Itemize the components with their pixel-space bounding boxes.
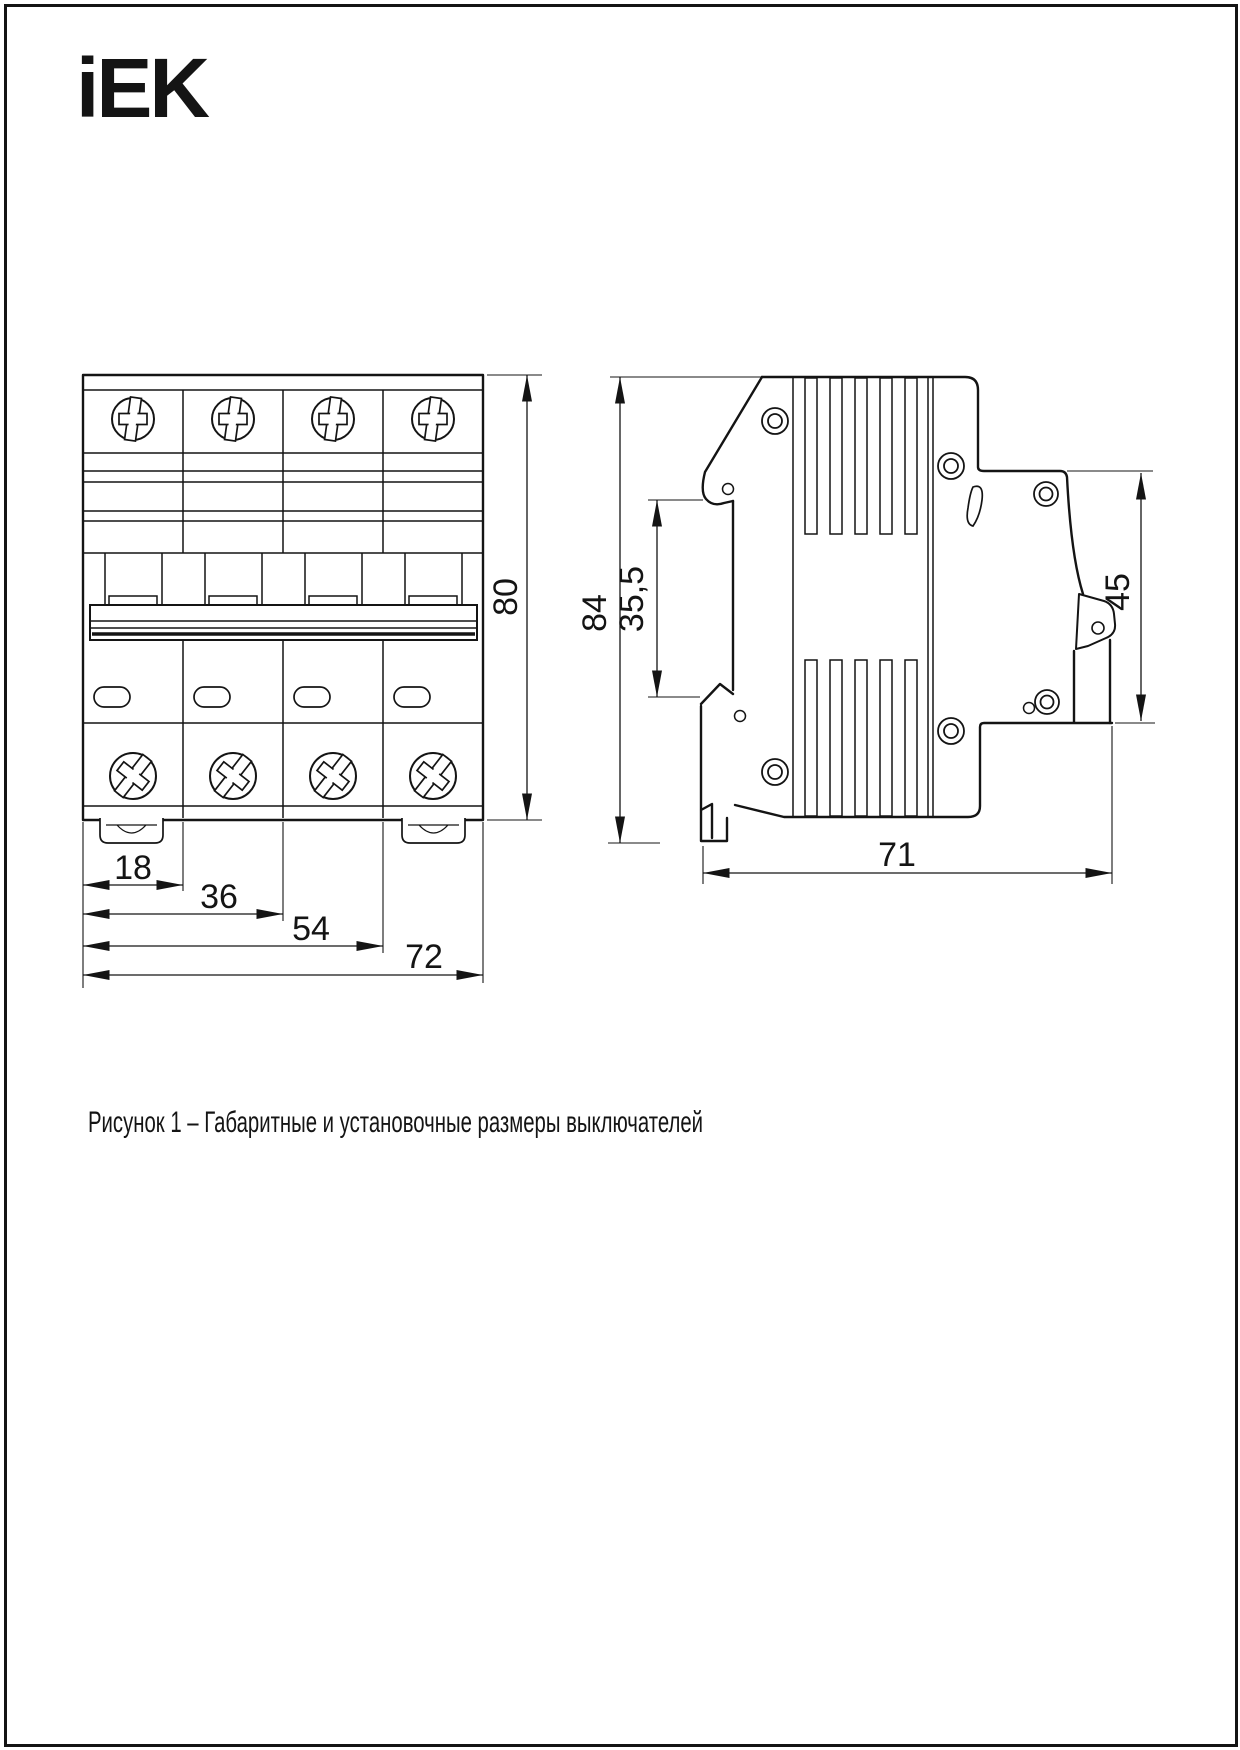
dim-label-35-5: 35,5 — [613, 565, 651, 633]
din-rail-claw — [701, 377, 762, 841]
screw-boss-icon — [762, 408, 788, 434]
dim-label-72: 72 — [405, 938, 443, 976]
front-view — [83, 375, 542, 988]
din-clip-icon — [402, 818, 465, 843]
dimension-72 — [83, 938, 483, 976]
figure-caption: Рисунок 1 – Габаритные и установочные размеры выключателей — [88, 1106, 703, 1139]
breaker-module-4 — [394, 397, 462, 804]
din-clip-icon — [100, 818, 163, 843]
terminal-screw-icon — [1035, 690, 1059, 714]
ventilation-ribs-top — [805, 378, 917, 534]
dim-label-80: 80 — [487, 578, 525, 616]
page-border — [6, 6, 1237, 1746]
iek-logo: iEK — [76, 41, 208, 135]
screw-boss-icon — [938, 718, 964, 744]
dim-label-54: 54 — [292, 910, 330, 948]
ventilation-ribs-bottom — [805, 660, 917, 816]
dim-label-84: 84 — [576, 594, 614, 632]
breaker-module-1 — [94, 397, 162, 804]
lever-slot — [967, 486, 982, 526]
dimension-80 — [487, 375, 527, 820]
toggle-bar — [90, 605, 477, 640]
dim-label-18: 18 — [114, 849, 152, 887]
screw-boss-icon — [762, 759, 788, 785]
dimension-18 — [83, 849, 183, 887]
dim-label-36: 36 — [200, 878, 238, 916]
dim-label-45: 45 — [1099, 573, 1137, 611]
side-view — [576, 377, 1155, 884]
dim-label-71: 71 — [878, 836, 916, 874]
breaker-module-2 — [194, 397, 262, 804]
dimension-45 — [1099, 473, 1141, 721]
screw-boss-icon — [938, 453, 964, 479]
terminal-screw-icon — [1034, 482, 1058, 506]
breaker-module-3 — [294, 397, 362, 804]
dimension-71 — [703, 836, 1112, 874]
